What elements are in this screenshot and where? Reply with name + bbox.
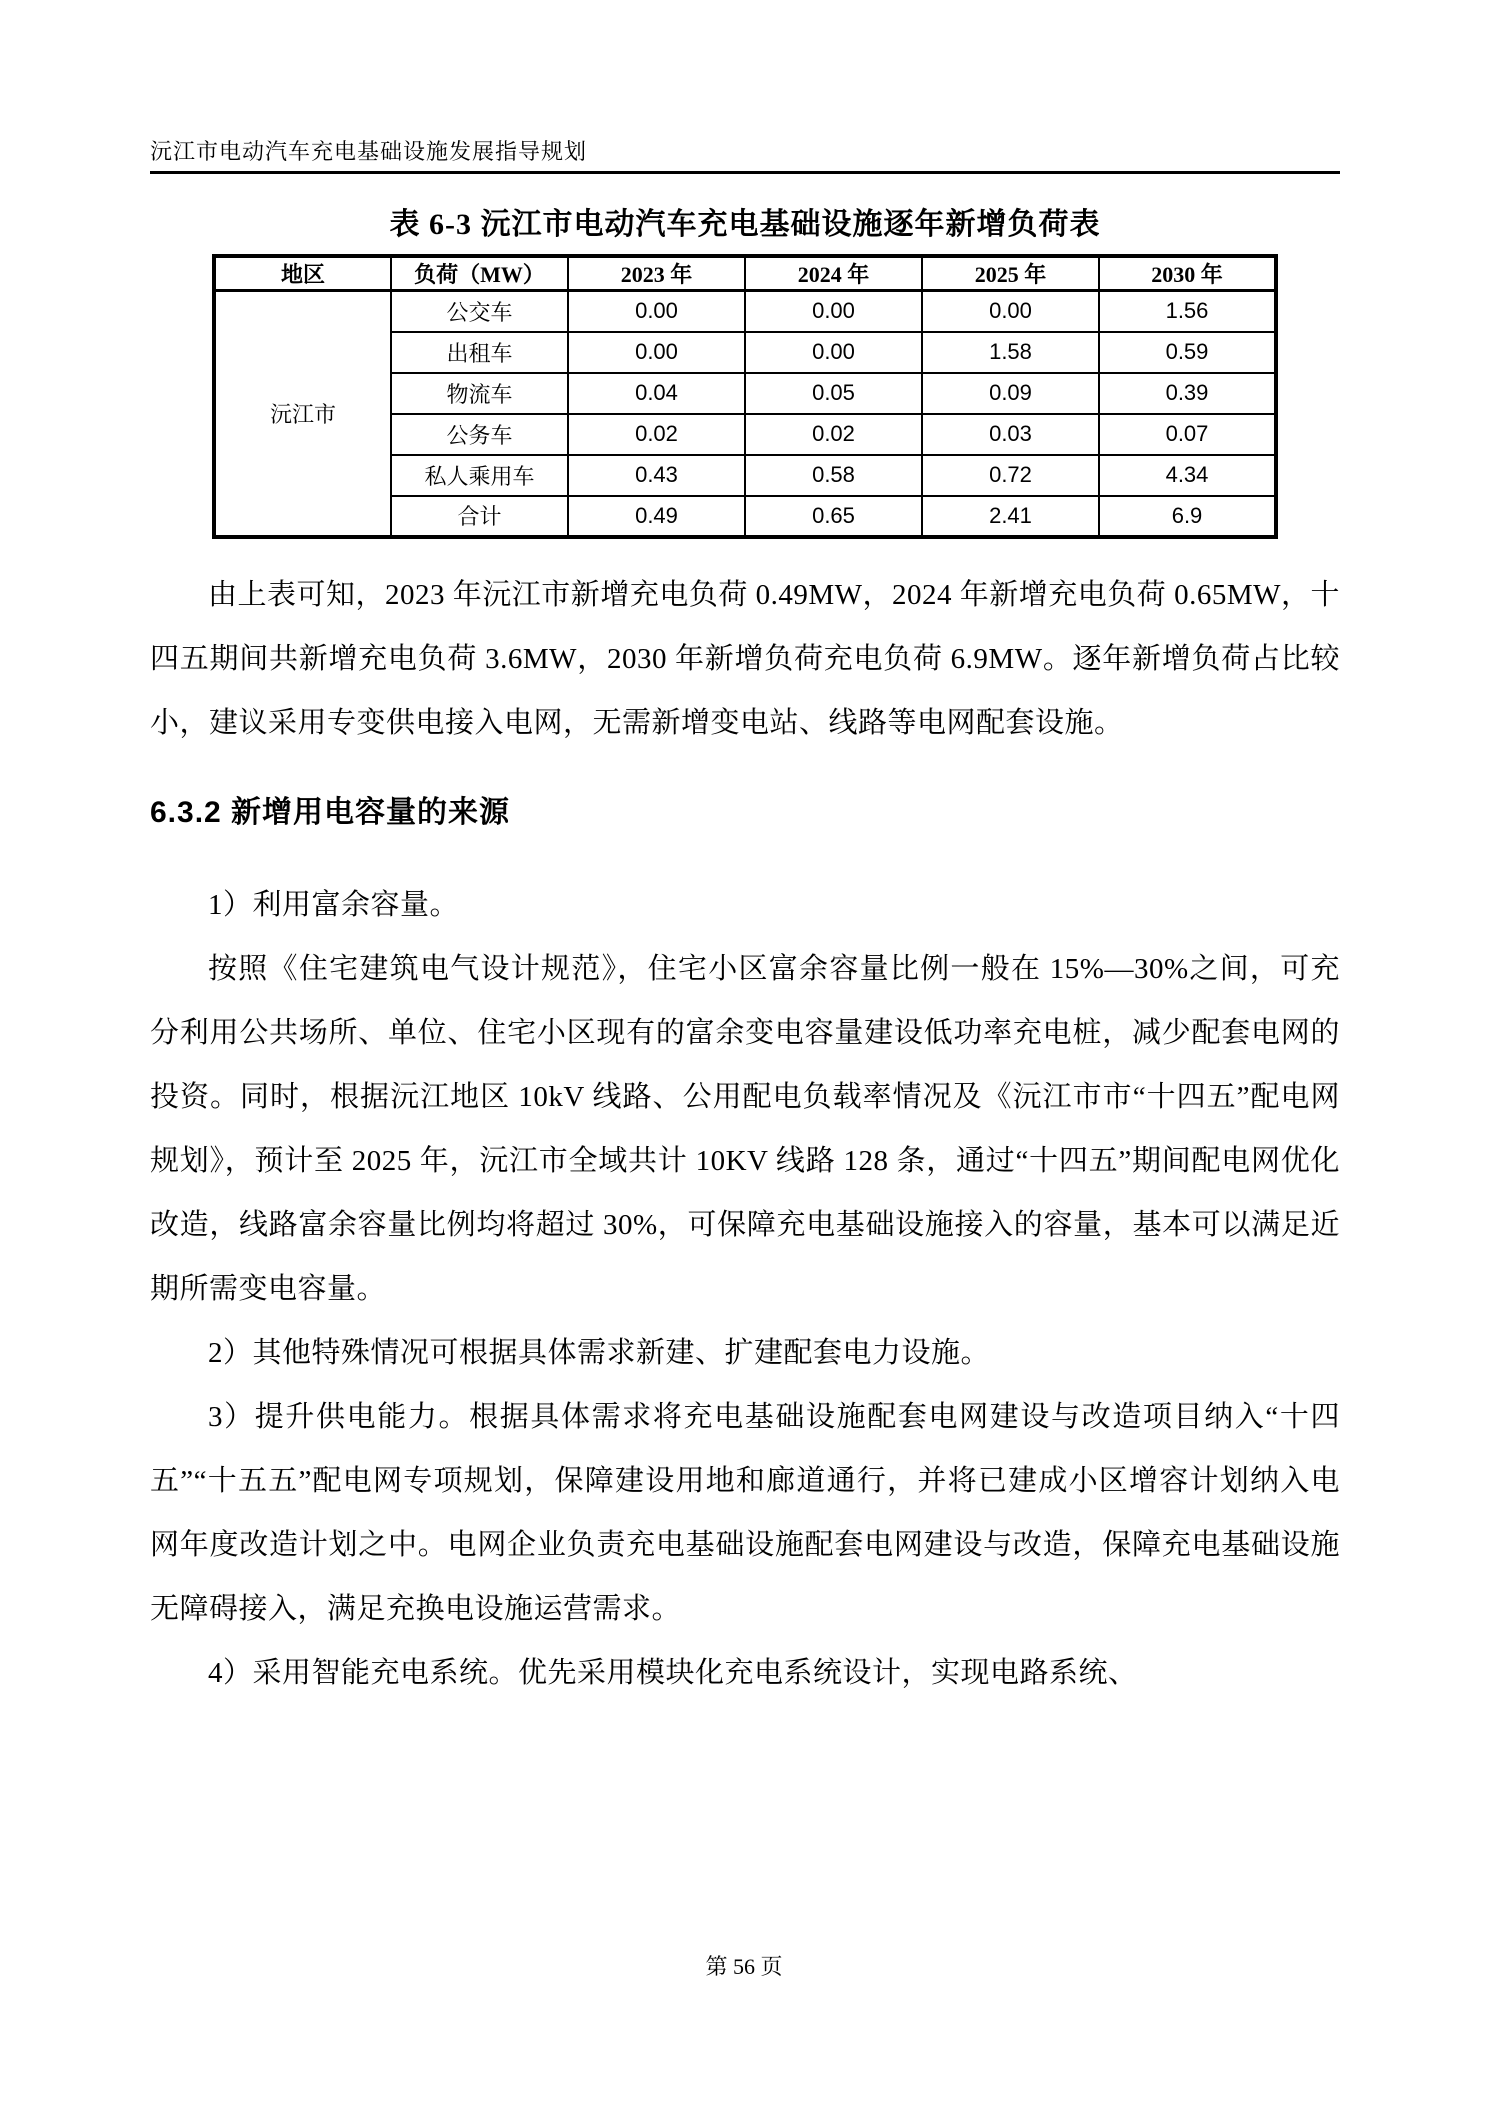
table-caption: 表 6-3 沅江市电动汽车充电基础设施逐年新增负荷表 [389,208,1101,241]
paragraph: 1）利用富余容量。 [208,888,460,921]
page-number: 第 56 页 [705,1954,783,1979]
load-table [212,254,1278,539]
value-cell: 1.58 [922,332,1099,373]
value-cell: 0.00 [745,291,922,332]
column-header-load-mw: 负荷（MW） [391,256,568,291]
category-cell: 公交车 [391,291,568,332]
category-cell: 物流车 [391,373,568,414]
region-cell: 沅江市 [214,291,391,537]
value-cell: 0.43 [568,455,745,496]
column-header-2030: 2030 年 [1099,256,1276,291]
value-cell: 0.02 [745,414,922,455]
value-cell: 0.00 [568,332,745,373]
category-cell: 出租车 [391,332,568,373]
value-cell: 0.72 [922,455,1099,496]
category-cell: 私人乘用车 [391,455,568,496]
value-cell: 6.9 [1099,496,1276,537]
category-cell: 合计 [391,496,568,537]
value-cell: 0.05 [745,373,922,414]
paragraph: 3）提升供电能力。根据具体需求将充电基础设施配套电网建设与改造项目纳入“十四五”“十五五”配电网专项规划，保障建设用地和廊道通行，并将已建成小区增容计划纳入电网年度改造计划之中。电网企业负责充电基础设施配套电网建设与改造，保障充电基础设施无障碍接入，满足充换电设施运营需求。 [150,1400,1340,1625]
column-header-2025: 2025 年 [922,256,1099,291]
value-cell: 0.07 [1099,414,1276,455]
value-cell: 1.56 [1099,291,1276,332]
header-title: 沅江市电动汽车充电基础设施发展指导规划 [150,139,588,164]
value-cell: 0.02 [568,414,745,455]
value-cell: 2.41 [922,496,1099,537]
value-cell: 0.39 [1099,373,1276,414]
value-cell: 0.00 [745,332,922,373]
value-cell: 0.03 [922,414,1099,455]
column-header-2024: 2024 年 [745,256,922,291]
column-header-region: 地区 [214,256,391,291]
value-cell: 0.00 [568,291,745,332]
paragraph: 按照《住宅建筑电气设计规范》，住宅小区富余容量比例一般在 15%—30%之间，可充分利用公共场所、单位、住宅小区现有的富余变电容量建设低功率充电桩，减少配套电网的投资。同时，根据沅江地区 10kV 线路、公用配电负载率情况及《沅江市市“十四五”配电网规划》，预计至 2025 年，沅江市全域共计 10KV 线路 128 条，通过“十四五”期间配电网优化改造，线路富余容量比例均将超过 30%，可保障充电基础设施接入的容量，基本可以满足近期所需变电容量。 [150,952,1340,1305]
value-cell: 0.65 [745,496,922,537]
value-cell: 0.00 [922,291,1099,332]
table-row-bus [214,291,1276,332]
header-rule [150,171,1340,174]
value-cell: 0.04 [568,373,745,414]
intro-paragraph: 由上表可知，2023 年沅江市新增充电负荷 0.49MW，2024 年新增充电负荷 0.65MW，十四五期间共新增充电负荷 3.6MW，2030 年新增负荷充电负荷 6.9MW。逐年新增负荷占比较小，建议采用专变供电接入电网，无需新增变电站、线路等电网配套设施。 [150,578,1340,739]
column-header-2023: 2023 年 [568,256,745,291]
category-cell: 公务车 [391,414,568,455]
value-cell: 0.49 [568,496,745,537]
paragraph: 2）其他特殊情况可根据具体需求新建、扩建配套电力设施。 [208,1336,991,1369]
value-cell: 4.34 [1099,455,1276,496]
running-header [150,138,1340,174]
table-header-row [214,256,1276,291]
section-heading-6-3-2: 6.3.2 新增用电容量的来源 [150,795,511,829]
value-cell: 0.09 [922,373,1099,414]
paragraph: 4）采用智能充电系统。优先采用模块化充电系统设计，实现电路系统、 [208,1656,1138,1689]
value-cell: 0.58 [745,455,922,496]
value-cell: 0.59 [1099,332,1276,373]
